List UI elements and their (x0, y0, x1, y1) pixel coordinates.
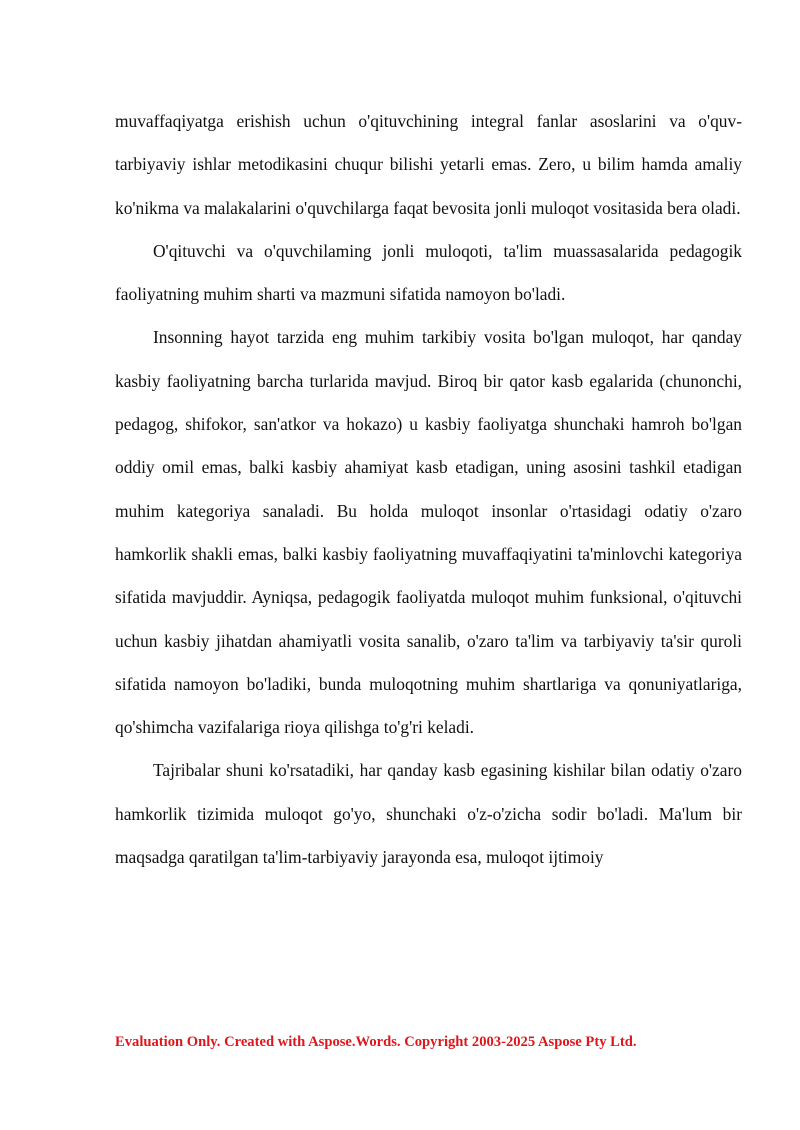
document-body (115, 100, 742, 879)
paragraph-experience-shows: Tajribalar shuni ko'rsatadiki, har qanday kasb egasining kishilar bilan odatiy o'zaro hamkorlik tizimida muloqot go'yo, shunchaki o'z-o'zicha sodir bo'ladi. Ma'lum bir maqsadga qaratilgan ta'lim-tarbiyaviy jarayonda esa, muloqot ijtimoiy (115, 760, 742, 868)
paragraph-continuation: muvaffaqiyatga erishish uchun o'qituvchining integral fanlar asoslarini va o'quv-tarbiyaviy ishlar metodikasini chuqur bilishi yetarli emas. Zero, u bilim hamda amaliy ko'nikma va malakalarini o'quvchilarga faqat bevosita jonli muloqot vositasida bera oladi. (115, 111, 742, 218)
evaluation-watermark-footer: Evaluation Only. Created with Aspose.Words. Copyright 2003-2025 Aspose Pty Ltd. (115, 1034, 637, 1050)
paragraph-teacher-student-communication: O'qituvchi va o'quvchilaming jonli muloqoti, ta'lim muassasalarida pedagogik faoliyatning muhim sharti va mazmuni sifatida namoyon bo'ladi. (115, 240, 742, 305)
paragraph-communication-in-professions: Insonning hayot tarzida eng muhim tarkibiy vosita bo'lgan muloqot, har qanday kasbiy faoliyatning barcha turlarida mavjud. Biroq bir qator kasb egalarida (chunonchi, pedagog, shifokor, san'atkor va hokazo) u kasbiy faoliyatga shunchaki hamroh bo'lgan oddiy omil emas, balki kasbiy ahamiyat kasb etadigan, uning asosini tashkil etadigan muhim kategoriya sanaladi. Bu holda muloqot insonlar o'rtasidagi odatiy o'zaro hamkorlik shakli emas, balki kasbiy faoliyatning muvaffaqiyatini ta'minlovchi kategoriya sifatida mavjuddir. Ayniqsa, pedagogik faoliyatda muloqot muhim funksional, o'qituvchi uchun kasbiy jihatdan ahamiyatli vosita sanalib, o'zaro ta'lim va tarbiyaviy ta'sir quroli sifatida namoyon bo'ladiki, bunda muloqotning muhim shartlariga va qonuniyatlariga, qo'shimcha vazifalariga rioya qilishga to'g'ri keladi. (115, 327, 742, 738)
